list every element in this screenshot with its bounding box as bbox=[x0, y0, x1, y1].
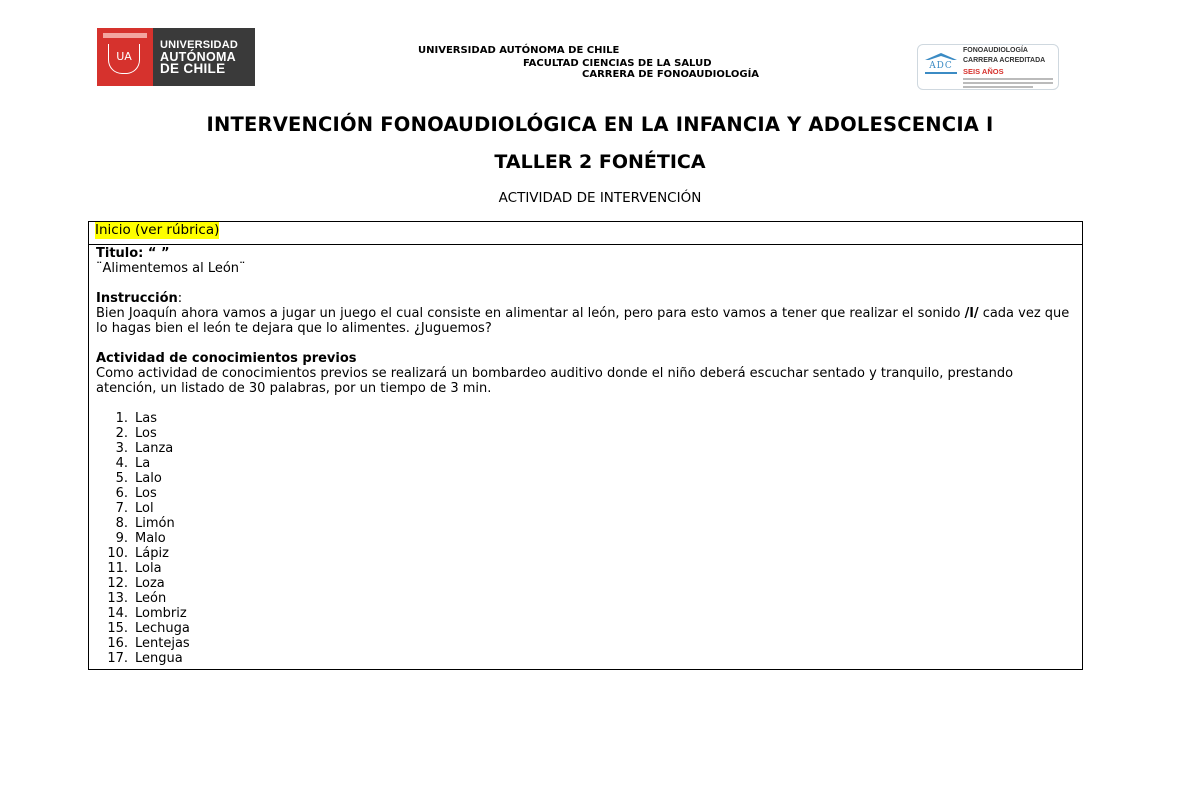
accreditation-fine-print bbox=[963, 78, 1053, 80]
title-label: Titulo: “ ” bbox=[96, 246, 170, 261]
table-body bbox=[96, 246, 1076, 666]
accreditation-logo bbox=[917, 44, 1059, 90]
word-text: La bbox=[135, 456, 151, 471]
word-list-item bbox=[96, 426, 1076, 441]
word-text: Lalo bbox=[135, 471, 162, 486]
adc-emblem-icon: ADC bbox=[923, 53, 959, 75]
accreditation-line-2: CARRERA ACREDITADA bbox=[963, 57, 1046, 64]
word-number: 8. bbox=[115, 516, 128, 531]
wordmark-line-1: UNIVERSIDAD bbox=[160, 39, 238, 51]
word-number: 13. bbox=[107, 591, 128, 606]
word-number: 15. bbox=[107, 621, 128, 636]
word-number: 2. bbox=[115, 426, 128, 441]
instruction-heading: Instrucción: bbox=[96, 291, 183, 306]
word-list-item bbox=[96, 471, 1076, 486]
word-number: 9. bbox=[115, 531, 128, 546]
word-text: Malo bbox=[135, 531, 166, 546]
word-list-item bbox=[96, 531, 1076, 546]
header-career: CARRERA DE FONOAUDIOLOGÍA bbox=[582, 69, 760, 80]
word-list-item bbox=[96, 411, 1076, 426]
wordmark-line-2: AUTÓNOMA bbox=[160, 50, 237, 64]
document-subtitle: TALLER 2 FONÉTICA bbox=[494, 151, 706, 173]
word-number: 1. bbox=[115, 411, 128, 426]
word-list-item bbox=[96, 516, 1076, 531]
word-list-item bbox=[96, 561, 1076, 576]
prior-knowledge-heading: Actividad de conocimientos previos bbox=[96, 351, 357, 366]
word-text: Los bbox=[135, 486, 157, 501]
word-text: Lengua bbox=[135, 651, 183, 666]
university-logo bbox=[97, 28, 255, 86]
header-faculty: FACULTAD CIENCIAS DE LA SALUD bbox=[523, 58, 712, 69]
word-number: 10. bbox=[107, 546, 128, 561]
university-emblem bbox=[97, 28, 153, 86]
word-list-item bbox=[96, 636, 1076, 651]
word-list-item bbox=[96, 591, 1076, 606]
accreditation-fine-print bbox=[963, 82, 1053, 84]
title-value: ¨Alimentemos al León¨ bbox=[96, 261, 246, 276]
prior-knowledge-text: Como actividad de conocimientos previos se realizará un bombardeo auditivo donde el niño deberá escuchar sentado y tranquilo, prestando atención, un listado de 30 palabras, por un tiempo de 3 min. bbox=[96, 366, 1014, 396]
word-list-item bbox=[96, 621, 1076, 636]
word-list-item bbox=[96, 441, 1076, 456]
word-list bbox=[96, 411, 1076, 666]
word-number: 5. bbox=[115, 471, 128, 486]
word-text: Los bbox=[135, 426, 157, 441]
word-number: 4. bbox=[115, 456, 128, 471]
word-text: Limón bbox=[135, 516, 175, 531]
word-text: Las bbox=[135, 411, 157, 426]
emblem-ribbon bbox=[103, 33, 147, 38]
word-number: 16. bbox=[107, 636, 128, 651]
word-number: 17. bbox=[107, 651, 128, 666]
word-list-item bbox=[96, 576, 1076, 591]
word-number: 3. bbox=[115, 441, 128, 456]
word-list-item bbox=[96, 651, 1076, 666]
word-list-item bbox=[96, 546, 1076, 561]
word-text: Lola bbox=[135, 561, 162, 576]
university-wordmark bbox=[153, 28, 255, 86]
word-text: Loza bbox=[135, 576, 165, 591]
table-header-row bbox=[89, 222, 1082, 245]
word-number: 6. bbox=[115, 486, 128, 501]
word-text: Lol bbox=[135, 501, 154, 516]
instruction-text: Bien Joaquín ahora vamos a jugar un juego el cual consiste en alimentar al león, pero para esto vamos a tener que realizar el sonido /l/ cada vez que lo hagas bien el león te dejara que lo alimentes. ¿Juguemos? bbox=[96, 306, 1070, 336]
activity-table bbox=[88, 221, 1083, 670]
accreditation-line-1: FONOAUDIOLOGÍA bbox=[963, 47, 1028, 54]
word-text: Lombriz bbox=[135, 606, 187, 621]
word-number: 7. bbox=[115, 501, 128, 516]
wordmark-line-3: DE CHILE bbox=[160, 61, 226, 76]
header-university: UNIVERSIDAD AUTÓNOMA DE CHILE bbox=[418, 45, 620, 56]
start-rubric-label: Inicio (ver rúbrica) bbox=[95, 222, 220, 238]
word-list-item bbox=[96, 456, 1076, 471]
word-text: Lanza bbox=[135, 441, 174, 456]
word-number: 12. bbox=[107, 576, 128, 591]
word-list-item bbox=[96, 501, 1076, 516]
word-list-item bbox=[96, 486, 1076, 501]
activity-heading: ACTIVIDAD DE INTERVENCIÓN bbox=[498, 190, 702, 206]
word-list-item bbox=[96, 606, 1076, 621]
word-number: 11. bbox=[107, 561, 128, 576]
word-number: 14. bbox=[107, 606, 128, 621]
shield-icon: UA bbox=[108, 44, 140, 74]
word-text: León bbox=[135, 591, 167, 606]
word-text: Lápiz bbox=[135, 546, 169, 561]
accreditation-line-3: SEIS AÑOS bbox=[963, 67, 1004, 76]
document-title: INTERVENCIÓN FONOAUDIOLÓGICA EN LA INFANCIA Y ADOLESCENCIA I bbox=[206, 113, 994, 136]
accreditation-fine-print bbox=[963, 86, 1033, 88]
word-text: Lentejas bbox=[135, 636, 190, 651]
word-text: Lechuga bbox=[135, 621, 190, 636]
